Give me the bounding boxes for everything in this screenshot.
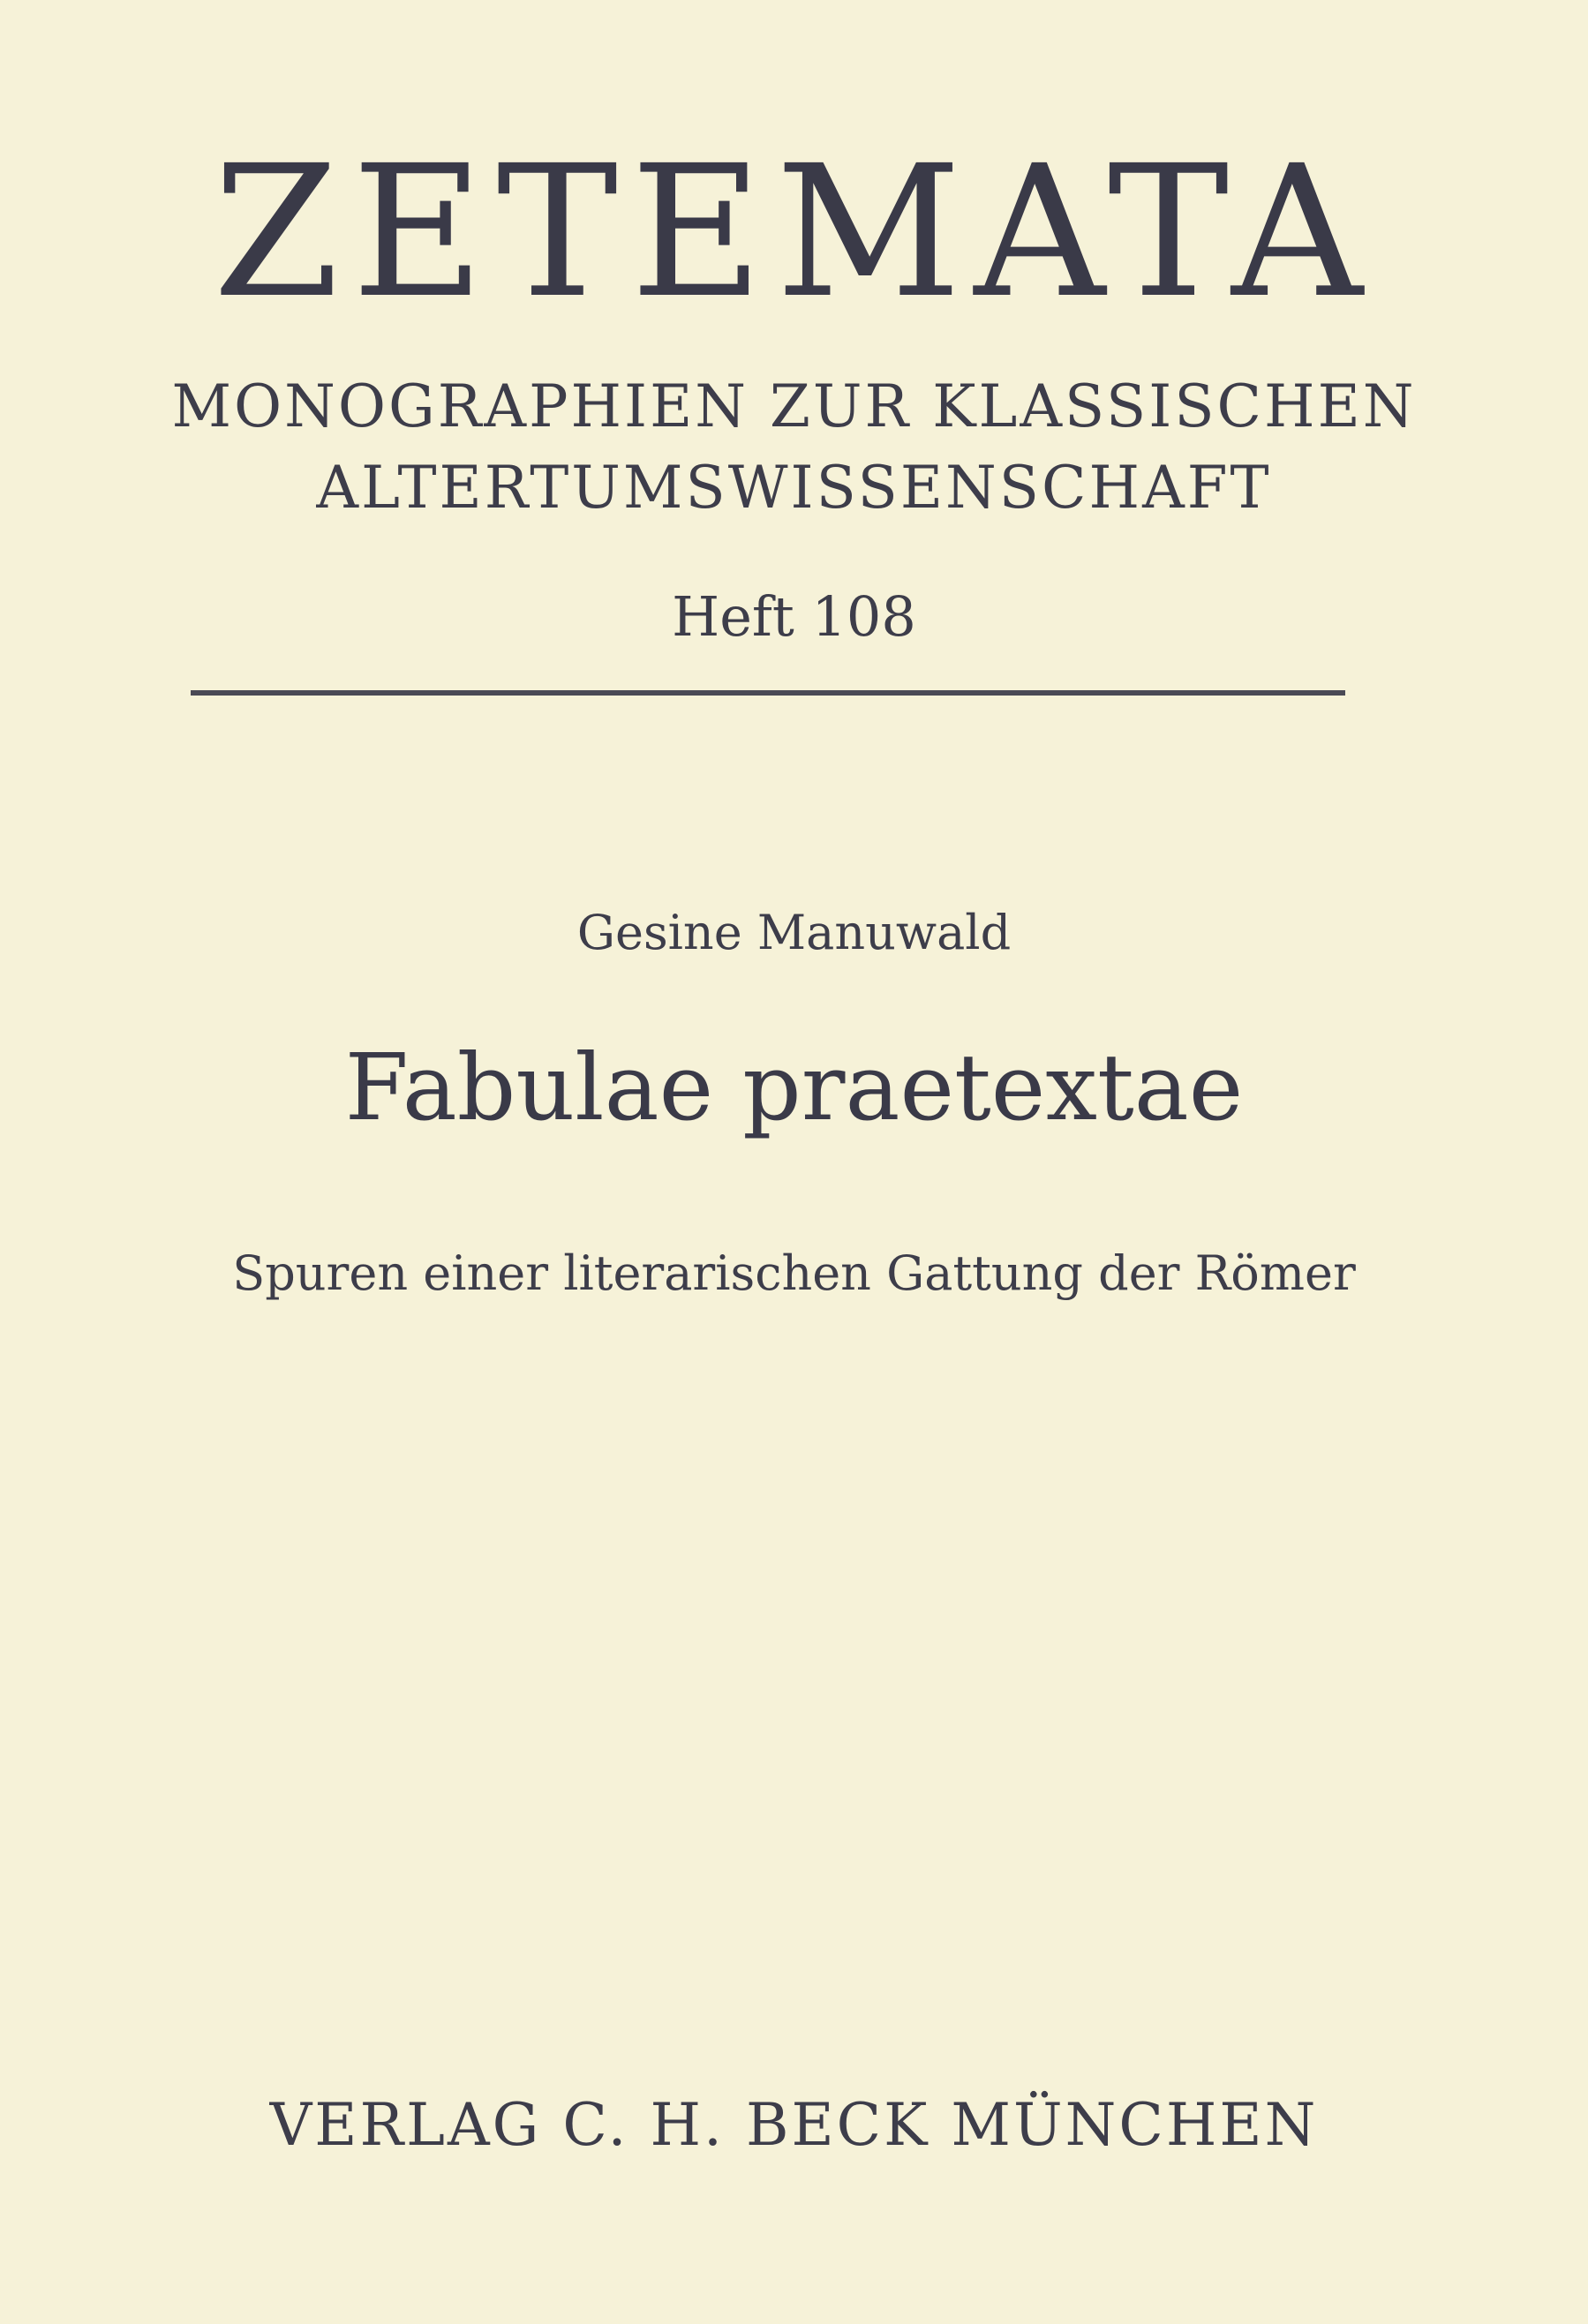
series-title: ZETEMATA [213, 126, 1375, 338]
series-subtitle-line2: ALTERTUMSWISSENSCHAFT [316, 454, 1272, 522]
author-name: Gesine Manuwald [576, 905, 1012, 960]
issue-number: Heft 108 [672, 584, 916, 649]
series-subtitle-line1: MONOGRAPHIEN ZUR KLASSISCHEN [171, 372, 1417, 440]
book-title: Fabulae praetextae [344, 1034, 1244, 1141]
book-subtitle: Spuren einer literarischen Gattung der Römer [232, 1245, 1356, 1301]
divider-rule [191, 690, 1345, 696]
publisher-imprint: VERLAG C. H. BECK MÜNCHEN [269, 2091, 1319, 2159]
